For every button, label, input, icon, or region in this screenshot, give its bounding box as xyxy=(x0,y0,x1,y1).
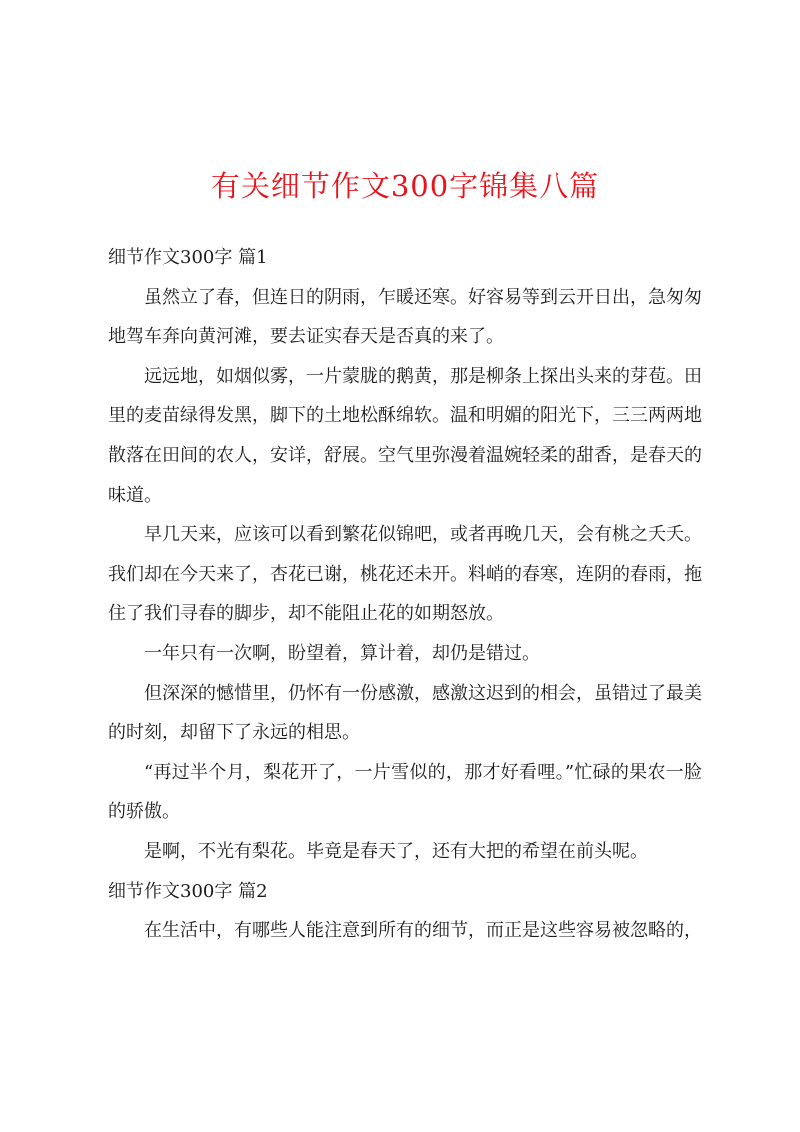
paragraph: 虽然立了春，但连日的阴雨，乍暖还寒。好容易等到云开日出，急匆匆地驾车奔向黄河滩，要去证实春天是否真的来了。 xyxy=(108,286,702,348)
paragraph: 是啊，不光有梨花。毕竟是春天了，还有大把的希望在前头呢。 xyxy=(144,840,648,862)
paragraph: 但深深的憾惜里，仍怀有一份感激，感激这迟到的相会，虽错过了最美的时刻，却留下了永远的相思。 xyxy=(108,682,702,744)
paragraph: 一年只有一次啊，盼望着，算计着，却仍是错过。 xyxy=(144,642,540,664)
section-heading-2: 细节作文300字 篇2 xyxy=(108,880,268,902)
section-heading-1: 细节作文300字 篇1 xyxy=(108,247,268,268)
paragraph: “再过半个月，梨花开了，一片雪似的，那才好看哩。”忙碌的果农一脸的骄傲。 xyxy=(108,761,702,823)
paragraph: 早几天来，应该可以看到繁花似锦吧，或者再晚几天，会有桃之夭夭。我们却在今天来了，杏花已谢，桃花还未开。料峭的春寒，连阴的春雨，拖住了我们寻春的脚步，却不能阻止花的如期怒放。 xyxy=(108,524,702,625)
paragraph: 远远地，如烟似雾，一片蒙胧的鹅黄，那是柳条上探出头来的芽苞。田里的麦苗绿得发黑，脚下的土地松酥绵软。温和明媚的阳光下，三三两两地散落在田间的农人，安详，舒展。空气里弥漫着温婉轻柔的甜香，是春天的味道。 xyxy=(108,365,702,506)
document-body xyxy=(108,238,702,951)
paragraph: 在生活中，有哪些人能注意到所有的细节，而正是这些容易被忽略的， xyxy=(144,920,702,942)
document-title: 有关细节作文300字锦集八篇 xyxy=(210,169,600,203)
